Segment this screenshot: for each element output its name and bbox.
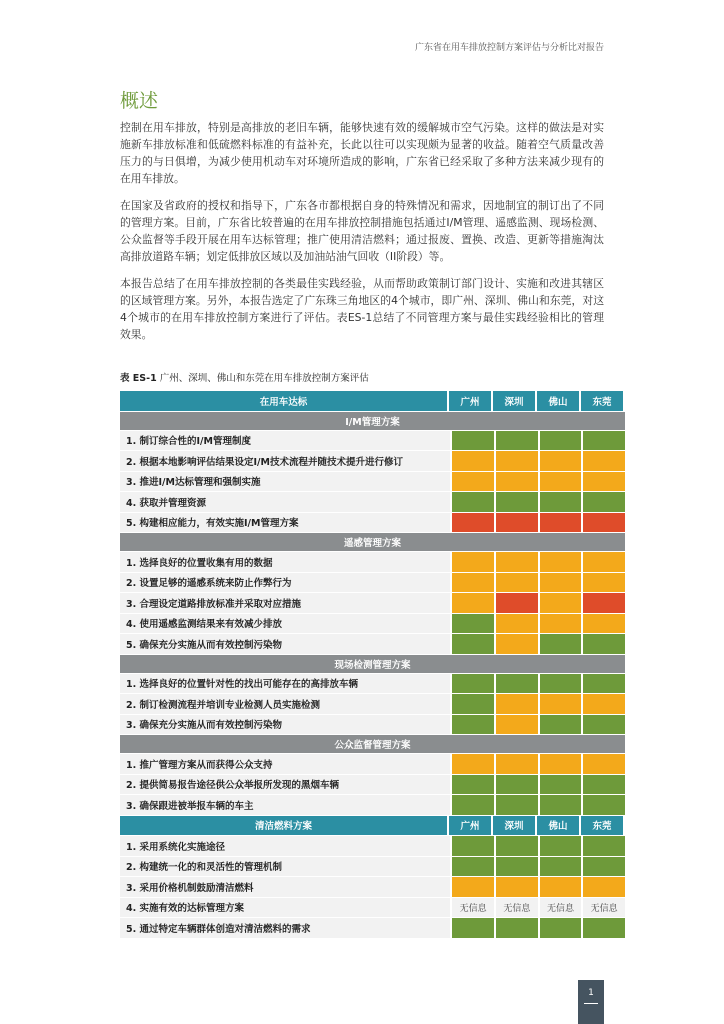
paragraph: 控制在用车排放，特别是高排放的老旧车辆，能够快速有效的缓解城市空气污染。这样的做法是对实施新车排放标准和低硫燃料标准的有益补充，长此以往可以实现颇为显著的收益。随着空气质量改善压力的与日俱增，为减少使用机动车对环境所造成的影响，广东省已经采取了多种方法来减少现有的在用车排放。 — [120, 121, 604, 185]
row-label: 3. 采用价格机制鼓励清洁燃料 — [120, 877, 450, 897]
rating-cell-orange — [583, 472, 625, 492]
rating-cell-none: 无信息 — [583, 898, 625, 918]
rating-cell-orange — [540, 552, 582, 572]
rating-cell-green — [452, 775, 494, 795]
rating-cell-orange — [496, 552, 538, 572]
rating-cell-orange — [540, 877, 582, 897]
rating-cell-orange — [583, 552, 625, 572]
row-label: 5. 构建相应能力，有效实施I/M管理方案 — [120, 513, 450, 533]
page-number-tab — [578, 980, 604, 1024]
table-row — [120, 917, 625, 938]
section-heading: I/M管理方案 — [120, 411, 625, 430]
table-header-row — [120, 391, 625, 411]
rating-cell-orange — [540, 472, 582, 492]
table-row — [120, 450, 625, 471]
table-row — [120, 897, 625, 918]
rating-cell-green — [583, 674, 625, 694]
table-row — [120, 592, 625, 613]
page-number: 1 — [588, 988, 594, 998]
row-label: 3. 确保充分实施从而有效控制污染物 — [120, 715, 450, 735]
table-row — [120, 856, 625, 877]
rating-cell-orange — [583, 573, 625, 593]
section-heading: 遥感管理方案 — [120, 532, 625, 551]
row-label: 2. 构建统一化的和灵活性的管理机制 — [120, 857, 450, 877]
rating-cell-green — [452, 492, 494, 512]
table-caption — [120, 370, 369, 384]
rating-cell-orange — [496, 877, 538, 897]
running-header: 广东省在用车排放控制方案评估与分析比对报告 — [414, 43, 604, 53]
rating-cell-green — [452, 715, 494, 735]
paragraph: 本报告总结了在用车排放控制的各类最佳实践经验，从而帮助政策制订部门设计、实施和改进其辖区的区域管理方案。另外，本报告选定了广东珠三角地区的4个城市，即广州、深圳、佛山和东莞，对这4个城市的在用车排放控制方案进行了评估。表ES-1总结了不同管理方案与最佳实践经验相比的管理效果。 — [120, 277, 604, 341]
rating-cell-green — [496, 918, 538, 938]
rating-cell-orange — [540, 451, 582, 471]
row-label: 1. 选择良好的位置针对性的找出可能存在的高排放车辆 — [120, 674, 450, 694]
rating-cell-green — [583, 775, 625, 795]
rating-cell-orange — [496, 614, 538, 634]
table-row — [120, 714, 625, 735]
rating-cell-green — [540, 431, 582, 451]
rating-cell-none: 无信息 — [496, 898, 538, 918]
rating-cell-orange — [452, 451, 494, 471]
row-label: 1. 选择良好的位置收集有用的数据 — [120, 552, 450, 572]
rating-cell-orange — [583, 451, 625, 471]
row-label: 2. 制订检测流程并培训专业检测人员实施检测 — [120, 694, 450, 714]
rating-cell-green — [452, 795, 494, 815]
city-column-header: 广州 — [449, 391, 491, 411]
rating-cell-green — [540, 634, 582, 654]
rating-cell-orange — [452, 593, 494, 613]
table-row — [120, 572, 625, 593]
table-row — [120, 471, 625, 492]
rating-cell-green — [583, 857, 625, 877]
section-heading: 公众监督管理方案 — [120, 734, 625, 753]
rating-cell-orange — [540, 694, 582, 714]
table-row — [120, 633, 625, 654]
rating-cell-orange — [496, 754, 538, 774]
rating-cell-green — [496, 795, 538, 815]
section-title: 概述 — [120, 90, 159, 112]
table-row — [120, 491, 625, 512]
row-label: 3. 确保跟进被举报车辆的车主 — [120, 795, 450, 815]
table-row — [120, 430, 625, 451]
rating-cell-red — [540, 513, 582, 533]
rating-cell-green — [540, 715, 582, 735]
rating-cell-green — [583, 492, 625, 512]
rating-cell-red — [452, 513, 494, 533]
table-row — [120, 613, 625, 634]
rating-cell-green — [583, 836, 625, 856]
rating-cell-orange — [496, 694, 538, 714]
rating-cell-none: 无信息 — [540, 898, 582, 918]
rating-cell-orange — [583, 754, 625, 774]
row-label: 4. 获取并管理资源 — [120, 492, 450, 512]
rating-cell-orange — [540, 614, 582, 634]
row-label: 1. 推广管理方案从而获得公众支持 — [120, 754, 450, 774]
rating-cell-green — [540, 674, 582, 694]
table-row — [120, 794, 625, 815]
row-label: 4. 使用遥感监测结果来有效减少排放 — [120, 614, 450, 634]
paragraph: 在国家及省政府的授权和指导下，广东各市都根据自身的特殊情况和需求，因地制宜的制订出了不同的管理方案。目前，广东省比较普遍的在用车排放控制措施包括通过I/M管理、遥感监测、现场检测、公众监督等手段开展在用车达标管理；推广使用清洁燃料；通过报废、置换、改造、更新等措施淘汰高排放道路车辆；划定低排放区域以及加油站油气回收（II阶段）等。 — [120, 199, 604, 263]
rating-cell-orange — [496, 472, 538, 492]
rating-cell-green — [452, 634, 494, 654]
row-label: 2. 提供简易报告途径供公众举报所发现的黑烟车辆 — [120, 775, 450, 795]
table-row — [120, 876, 625, 897]
rating-cell-green — [452, 614, 494, 634]
rating-cell-orange — [452, 877, 494, 897]
city-column-header: 深圳 — [493, 816, 535, 836]
rating-cell-green — [452, 431, 494, 451]
row-label: 3. 推进I/M达标管理和强制实施 — [120, 472, 450, 492]
table-row — [120, 774, 625, 795]
city-column-header: 佛山 — [537, 816, 579, 836]
rating-cell-green — [583, 715, 625, 735]
table-caption-label: 表 ES-1 — [120, 373, 157, 384]
evaluation-table — [120, 391, 625, 938]
table-row — [120, 673, 625, 694]
rating-cell-green — [452, 836, 494, 856]
body-text — [120, 119, 604, 353]
rating-cell-orange — [496, 573, 538, 593]
city-column-header: 深圳 — [493, 391, 535, 411]
row-label: 4. 实施有效的达标管理方案 — [120, 898, 450, 918]
city-column-header: 东莞 — [581, 816, 623, 836]
rating-cell-orange — [583, 614, 625, 634]
section-heading: 现场检测管理方案 — [120, 654, 625, 673]
table-row — [120, 753, 625, 774]
rating-cell-green — [540, 775, 582, 795]
rating-cell-green — [583, 431, 625, 451]
rating-cell-green — [496, 775, 538, 795]
rating-cell-orange — [540, 754, 582, 774]
rating-cell-orange — [540, 593, 582, 613]
rating-cell-green — [540, 492, 582, 512]
rating-cell-orange — [452, 754, 494, 774]
rating-cell-green — [496, 492, 538, 512]
row-label: 2. 设置足够的遥感系统来防止作弊行为 — [120, 573, 450, 593]
rating-cell-green — [496, 836, 538, 856]
rating-cell-red — [583, 513, 625, 533]
table-row — [120, 693, 625, 714]
city-column-header: 佛山 — [537, 391, 579, 411]
rating-cell-orange — [452, 472, 494, 492]
rating-cell-green — [496, 674, 538, 694]
rating-cell-green — [452, 857, 494, 877]
table-row — [120, 551, 625, 572]
page-number-rule — [584, 1003, 598, 1004]
table-header-label: 在用车达标 — [120, 391, 447, 411]
rating-cell-green — [540, 795, 582, 815]
rating-cell-green — [540, 836, 582, 856]
table-row — [120, 835, 625, 856]
rating-cell-orange — [496, 634, 538, 654]
rating-cell-green — [452, 694, 494, 714]
rating-cell-green — [452, 918, 494, 938]
rating-cell-red — [583, 593, 625, 613]
rating-cell-orange — [583, 877, 625, 897]
rating-cell-orange — [452, 573, 494, 593]
table-row — [120, 512, 625, 533]
rating-cell-green — [583, 795, 625, 815]
row-label: 5. 确保充分实施从而有效控制污染物 — [120, 634, 450, 654]
row-label: 1. 制订综合性的I/M管理制度 — [120, 431, 450, 451]
rating-cell-orange — [583, 694, 625, 714]
rating-cell-orange — [496, 451, 538, 471]
rating-cell-orange — [452, 552, 494, 572]
table-header-label: 清洁燃料方案 — [120, 816, 447, 836]
table-header-row — [120, 815, 625, 836]
rating-cell-green — [496, 857, 538, 877]
rating-cell-green — [496, 431, 538, 451]
rating-cell-orange — [540, 573, 582, 593]
rating-cell-green — [540, 918, 582, 938]
rating-cell-green — [540, 857, 582, 877]
rating-cell-red — [496, 513, 538, 533]
city-column-header: 东莞 — [581, 391, 623, 411]
rating-cell-none: 无信息 — [452, 898, 494, 918]
table-caption-text: 广州、深圳、佛山和东莞在用车排放控制方案评估 — [156, 373, 369, 384]
row-label: 5. 通过特定车辆群体创造对清洁燃料的需求 — [120, 918, 450, 938]
rating-cell-green — [583, 634, 625, 654]
rating-cell-orange — [496, 715, 538, 735]
row-label: 3. 合理设定道路排放标准并采取对应措施 — [120, 593, 450, 613]
row-label: 1. 采用系统化实施途径 — [120, 836, 450, 856]
rating-cell-green — [452, 674, 494, 694]
rating-cell-green — [583, 918, 625, 938]
city-column-header: 广州 — [449, 816, 491, 836]
rating-cell-red — [496, 593, 538, 613]
row-label: 2. 根据本地影响评估结果设定I/M技术流程并随技术提升进行修订 — [120, 451, 450, 471]
